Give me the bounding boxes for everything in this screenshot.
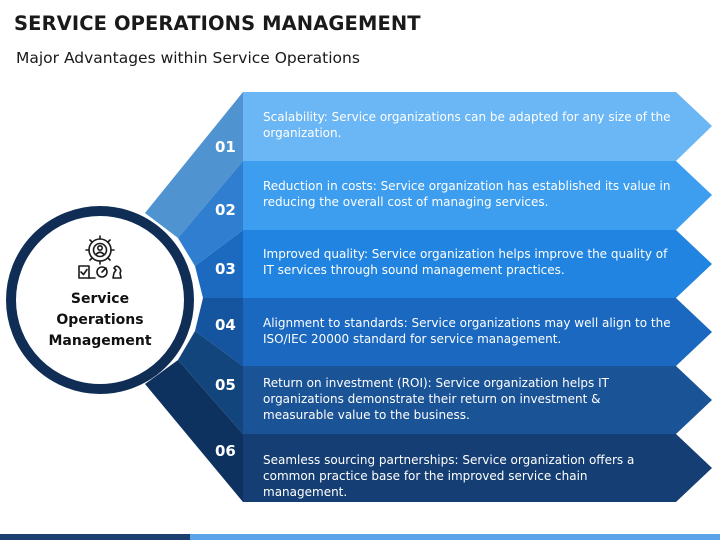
bottom-accent-bar (0, 534, 720, 540)
bottom-bar-dark (0, 534, 190, 540)
item-number-4: 04 (215, 316, 236, 334)
item-number-1: 01 (215, 138, 236, 156)
center-label-line-1: Service (70, 291, 130, 307)
center-label (30, 289, 170, 352)
item-text-6: Seamless sourcing partnerships: Service organization offers a common practice base for the improved service chain management. (263, 453, 635, 499)
item-text-2: Reduction in costs: Service organization has established its value in reducing the overall cost of managing services. (263, 179, 671, 209)
item-number-5: 05 (215, 376, 236, 394)
page-title: SERVICE OPERATIONS MANAGEMENT (14, 12, 421, 35)
item-number-3: 03 (215, 260, 236, 278)
item-number-2: 02 (215, 201, 236, 219)
page-subtitle: Major Advantages within Service Operations (16, 49, 360, 67)
center-label-line-3: Management (48, 333, 152, 349)
item-number-6: 06 (215, 442, 236, 460)
item-text-1: Scalability: Service organizations can be adapted for any size of the organization. (263, 110, 671, 140)
item-text-4: Alignment to standards: Service organizations may well align to the ISO/IEC 20000 standard for service management. (263, 316, 671, 346)
item-text-3: Improved quality: Service organization helps improve the quality of IT services through sound management practices. (263, 247, 668, 277)
bottom-bar-light (190, 534, 720, 540)
center-label-line-2: Operations (56, 312, 144, 328)
item-text-5: Return on investment (ROI): Service organization helps IT organizations demonstrate their return on investment & measurable value to the business. (263, 376, 609, 422)
